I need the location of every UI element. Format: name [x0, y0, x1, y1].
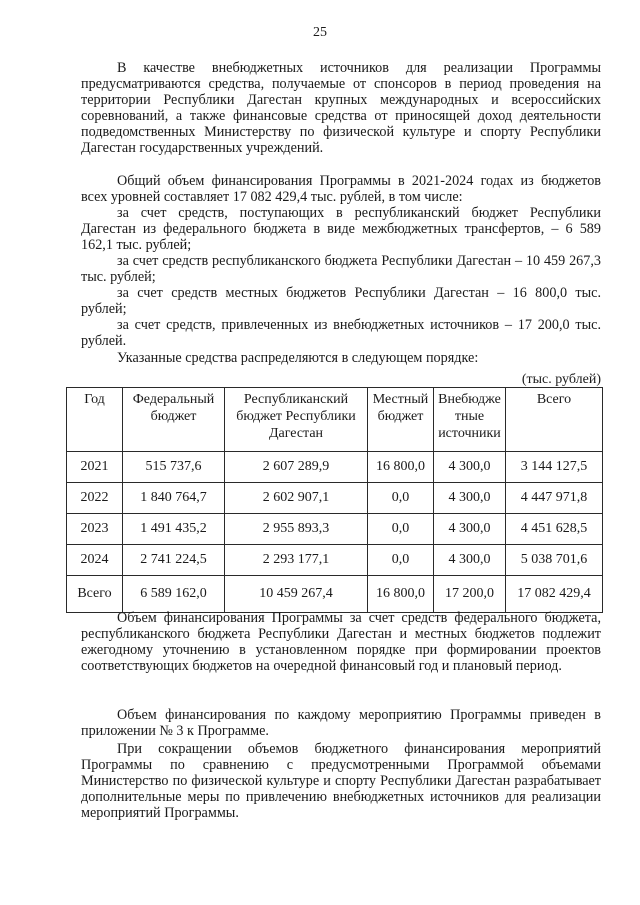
cell-total: 5 038 701,6 — [506, 545, 603, 576]
table-row — [67, 514, 603, 545]
table-unit-label: (тыс. рублей) — [521, 372, 601, 387]
cell-federal: 2 741 224,5 — [123, 545, 225, 576]
cell-federal: 515 737,6 — [123, 452, 225, 483]
cell-extrabudgetary: 4 300,0 — [434, 514, 506, 545]
financing-table — [66, 387, 603, 613]
paragraph-total-financing: Общий объем финансирования Программы в 2021-2024 годах из бюджетов всех уровней составляет 17 082 429,4 тыс. рублей, в том числе: — [81, 173, 601, 206]
header-total: Всего — [506, 388, 603, 452]
cell-republican: 2 607 289,9 — [225, 452, 368, 483]
cell-year: 2022 — [67, 483, 123, 514]
paragraph-local-share: за счет средств местных бюджетов Республики Дагестан – 16 800,0 тыс. рублей; — [81, 285, 601, 318]
table-row — [67, 483, 603, 514]
paragraph-annual-adjustment: Объем финансирования Программы за счет средств федерального бюджета, республиканского бюджета Республики Дагестан и местных бюджетов подлежит ежегодному уточнению в установленном порядке при формировании проектов соответствующих бюджетов на очередной финансовый год и плановый период. — [81, 610, 601, 675]
header-year: Год — [67, 388, 123, 452]
cell-local: 16 800,0 — [368, 576, 434, 613]
cell-local: 0,0 — [368, 514, 434, 545]
cell-extrabudgetary: 17 200,0 — [434, 576, 506, 613]
cell-total: 3 144 127,5 — [506, 452, 603, 483]
table-header-row — [67, 388, 603, 452]
cell-total: 17 082 429,4 — [506, 576, 603, 613]
cell-federal: 1 840 764,7 — [123, 483, 225, 514]
header-local-budget: Местный бюджет — [368, 388, 434, 452]
table-row — [67, 452, 603, 483]
cell-local: 16 800,0 — [368, 452, 434, 483]
cell-year: 2024 — [67, 545, 123, 576]
cell-extrabudgetary: 4 300,0 — [434, 545, 506, 576]
cell-republican: 10 459 267,4 — [225, 576, 368, 613]
cell-extrabudgetary: 4 300,0 — [434, 452, 506, 483]
cell-total: 4 451 628,5 — [506, 514, 603, 545]
cell-federal: 6 589 162,0 — [123, 576, 225, 613]
table-total-row — [67, 576, 603, 613]
header-federal-budget: Федеральный бюджет — [123, 388, 225, 452]
cell-year: Всего — [67, 576, 123, 613]
header-republican-budget: Республиканский бюджет Республики Дагестан — [225, 388, 368, 452]
cell-total: 4 447 971,8 — [506, 483, 603, 514]
cell-republican: 2 955 893,3 — [225, 514, 368, 545]
cell-republican: 2 293 177,1 — [225, 545, 368, 576]
paragraph-extrabudgetary-sources: В качестве внебюджетных источников для реализации Программы предусматриваются средства, получаемые от спонсоров в период проведения на территории Республики Дагестан крупных международных и всероссийских соревнований, а также финансовые средства от приносящей доход деятельности подведомственных Министерству по физической культуре и спорту Республики Дагестан государственных учреждений. — [81, 60, 601, 157]
table-row — [67, 545, 603, 576]
paragraph-funding-reduction: При сокращении объемов бюджетного финансирования мероприятий Программы по сравнению с предусмотренными Программой объемами Министерство по физической культуре и спорту Республики Дагестан разрабатывает дополнительные меры по привлечению внебюджетных источников для реализации мероприятий Программы. — [81, 741, 601, 822]
cell-local: 0,0 — [368, 483, 434, 514]
cell-local: 0,0 — [368, 545, 434, 576]
cell-republican: 2 602 907,1 — [225, 483, 368, 514]
paragraph-distribution-intro: Указанные средства распределяются в следующем порядке: — [117, 350, 479, 366]
paragraph-federal-share: за счет средств, поступающих в республиканский бюджет Республики Дагестан из федерального бюджета в виде межбюджетных трансфертов, – 6 589 162,1 тыс. рублей; — [81, 205, 601, 254]
cell-extrabudgetary: 4 300,0 — [434, 483, 506, 514]
cell-year: 2023 — [67, 514, 123, 545]
paragraph-appendix-reference: Объем финансирования по каждому мероприятию Программы приведен в приложении № 3 к Программе. — [81, 707, 601, 740]
page-number: 25 — [313, 25, 327, 40]
paragraph-extrabudgetary-share: за счет средств, привлеченных из внебюджетных источников – 17 200,0 тыс. рублей. — [81, 317, 601, 350]
cell-year: 2021 — [67, 452, 123, 483]
header-extrabudgetary: Внебюдже тные источники — [434, 388, 506, 452]
cell-federal: 1 491 435,2 — [123, 514, 225, 545]
paragraph-republican-share: за счет средств республиканского бюджета Республики Дагестан – 10 459 267,3 тыс. рублей; — [81, 253, 601, 286]
